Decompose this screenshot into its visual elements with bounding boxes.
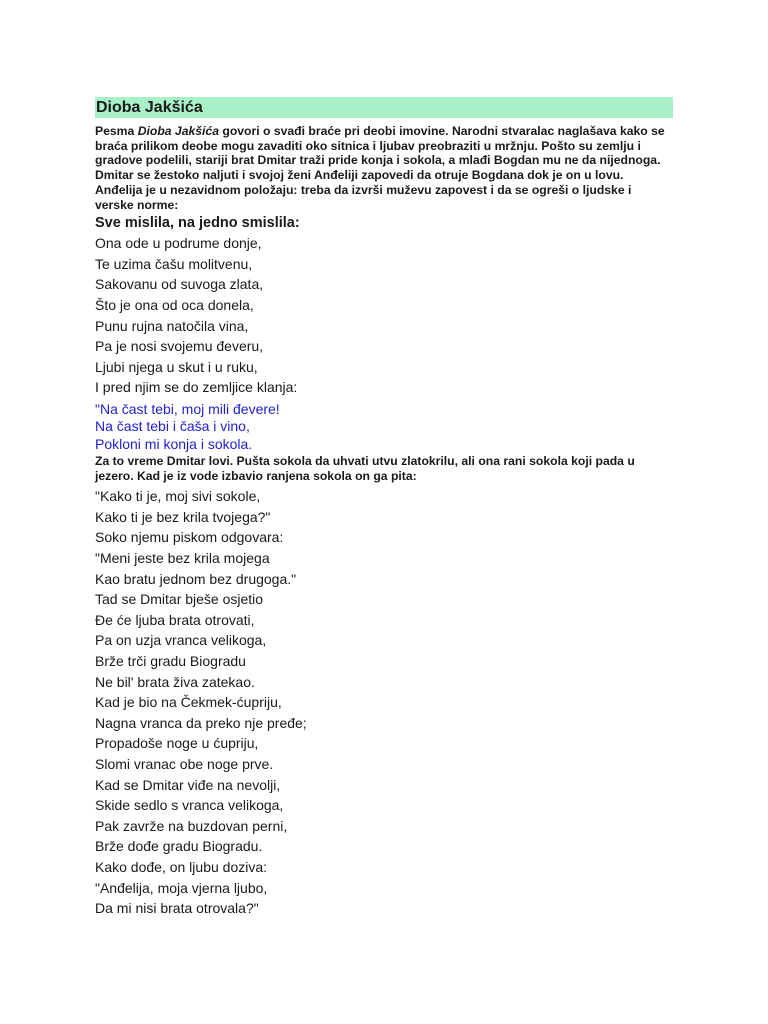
verse-line: Pa on uzja vranca velikoga, [95,632,267,649]
verse-line: Propadoše noge u ćupriju, [95,735,259,752]
intro-paragraph [95,124,673,212]
verse-line: Kad se Dmitar viđe na nevolji, [95,776,281,793]
intro-italic-title: Dioba Jakšića [137,124,219,138]
verse-line: Brže dođe gradu Biogradu. [95,838,263,855]
verse-line: Brže trči gradu Biogradu [95,653,246,670]
verse-line-quoted: Na čast tebi i čaša i vino, [95,418,250,435]
verse-line: "Kako ti je, moj sivi sokole, [95,488,261,505]
verse-block-quoted [95,401,673,453]
verse-line: "Anđelija, moja vjerna ljubo, [95,879,268,896]
verse-line: Ljubi njega u skut i u ruku, [95,358,258,375]
verse-line: Pa je nosi svojemu đeveru, [95,338,264,355]
verse-line: Nagna vranca da preko nje pređe; [95,714,307,731]
lead-verse: Sve mislila, na jedno smislila: [95,215,300,232]
verse-line: Punu rujna natočila vina, [95,317,249,334]
verse-line: Kako dođe, on ljubu doziva: [95,858,268,875]
verse-line: Tad se Dmitar bješe osjetio [95,591,264,608]
verse-line: Kako ti je bez krila tvojega?" [95,508,271,525]
verse-line: Skide sedlo s vranca velikoga, [95,797,284,814]
verse-line: Soko njemu piskom odgovara: [95,529,284,546]
verse-line: Pak zavrže na buzdovan perni, [95,817,288,834]
intro-text-rest: govori o svađi braće pri deobi imovine. Narodni stvaralac naglašava kako se braća prilikom deobe mogu zavaditi oko sitnica i ljubav preobraziti u mržnju. Pošto su zemlju i gradove podelili, stariji brat Dmitar traži pride konja i sokola, a mlađi Bogdan mu ne da nijednoga. Dmitar se žestoko naljuti i svojoj ženi Anđeliji zapovedi da otruje Bogdana dok je on u lovu. Anđelija je u nezavidnom položaju: treba da izvrši muževu zapovest i da se ogreši o ljudske i verske norme: [95,124,665,212]
narrative-paragraph: Za to vreme Dmitar lovi. Pušta sokola da uhvati utvu zlatokrilu, ali ona rani sokola koji pada u jezero. Kad je iz vode izbavio ranjena sokola on ga pita: [95,453,635,483]
verse-block-1 [95,233,673,398]
verse-line: Kao bratu jednom bez drugoga." [95,570,297,587]
verse-line-quoted: Pokloni mi konja i sokola. [95,435,253,452]
verse-line: "Meni jeste bez krila mojega [95,550,270,567]
document-page [95,97,673,919]
verse-line: Te uzima čašu molitvenu, [95,255,253,272]
document-title: Dioba Jakšića [95,97,673,118]
verse-line-quoted: "Na čast tebi, moj mili đevere! [95,400,280,417]
verse-line: Ne bil' brata živa zatekao. [95,673,255,690]
verse-line: Da mi nisi brata otrovala?" [95,900,259,917]
verse-line: Sakovanu od suvoga zlata, [95,276,264,293]
verse-line: Slomi vranac obe noge prve. [95,755,274,772]
verse-line: I pred njim se do zemljice klanja: [95,379,298,396]
verse-block-2 [95,486,673,918]
verse-line: Ona ode u podrume donje, [95,235,262,252]
intro-text-start: Pesma [95,124,138,138]
verse-line: Kad je bio na Čekmek-ćupriju, [95,694,282,711]
verse-line: Đe će ljuba brata otrovati, [95,611,255,628]
verse-line: Što je ona od oca donela, [95,297,254,313]
